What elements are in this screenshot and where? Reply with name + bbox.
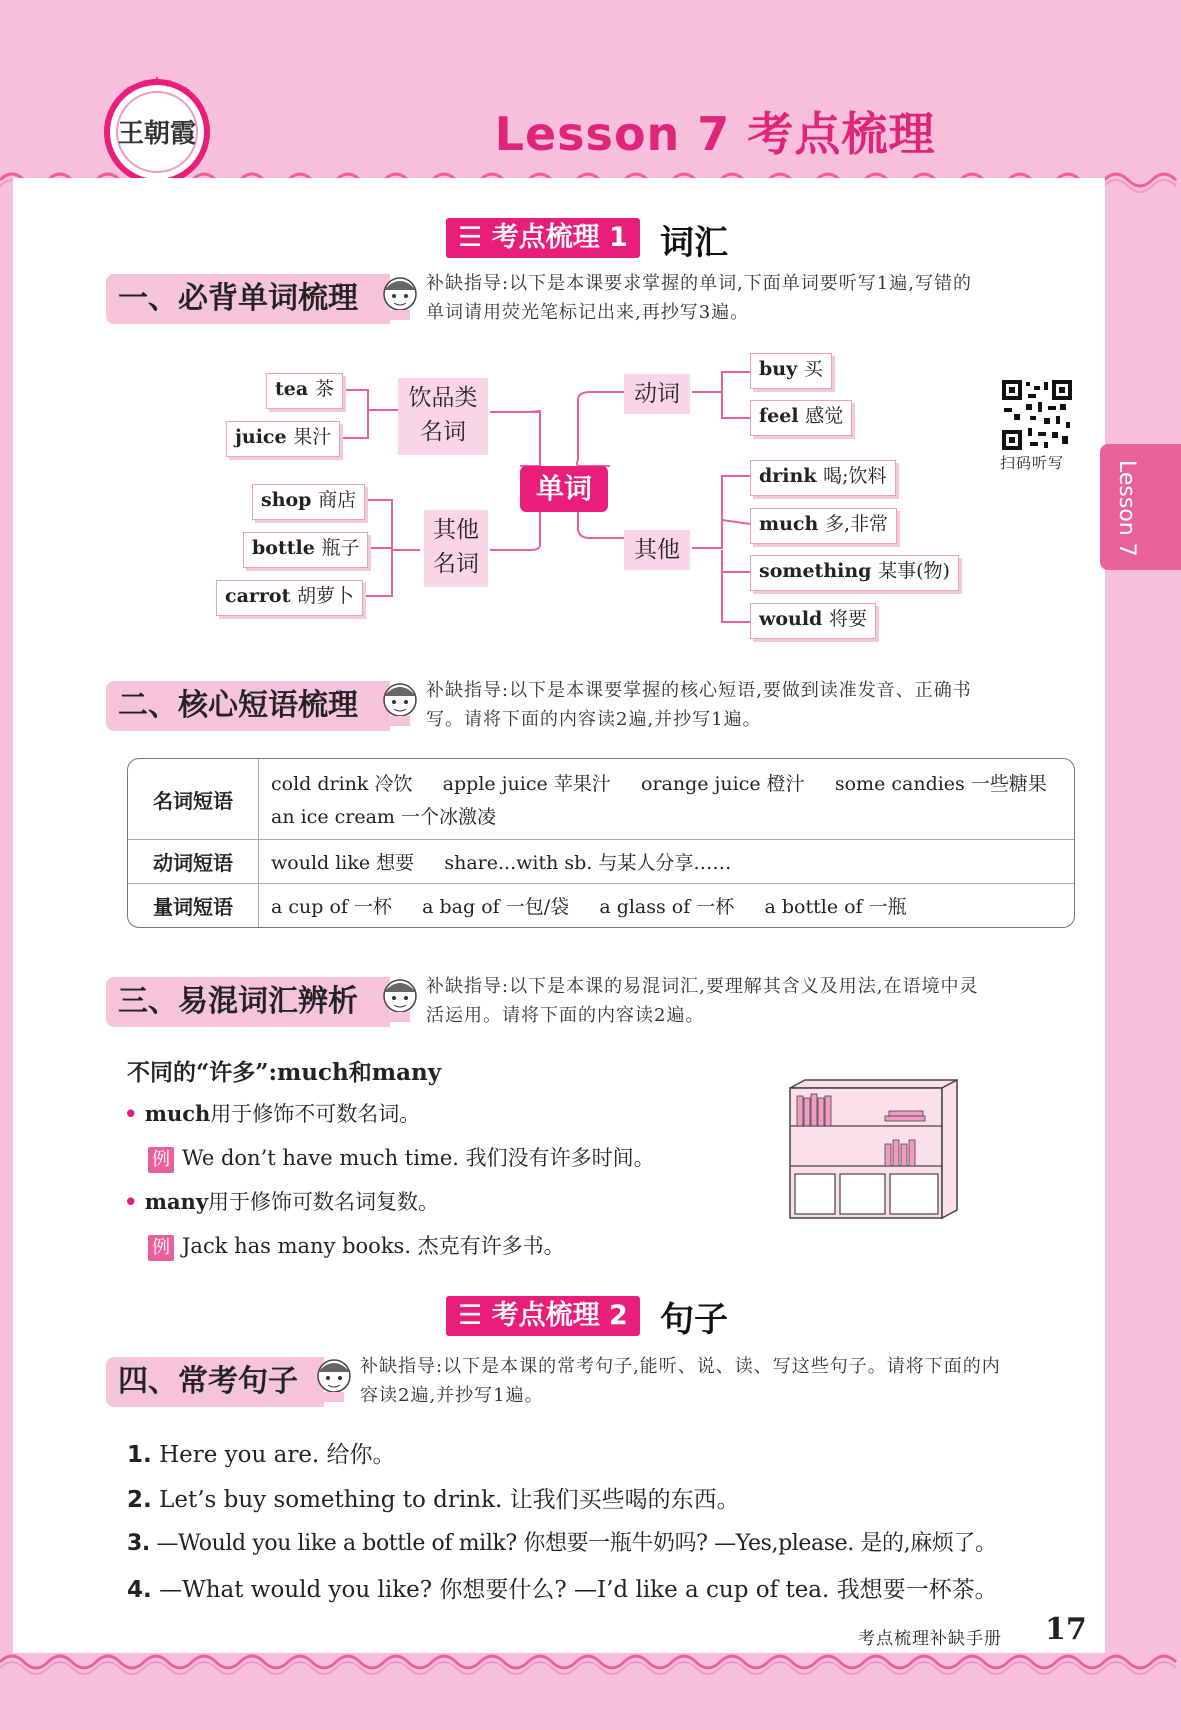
example-many: 例 Jack has many books. 杰克有许多书。 [148, 1230, 565, 1261]
word-feel: feel 感觉 [750, 400, 852, 436]
section-title-vocab: 词汇 [660, 223, 728, 263]
node-verbs: 动词 [624, 374, 690, 414]
rule-many: • many用于修饰可数名词复数。 [124, 1189, 440, 1214]
bookshelf-illustration [785, 1078, 960, 1223]
svg-text:王朝霞: 王朝霞 [117, 119, 197, 149]
sentence-item: 3. —Would you like a bottle of milk? 你想要一瓶牛奶吗? —Yes,please. 是的,麻烦了。 [127, 1531, 997, 1556]
page-number: 17 [1045, 1612, 1087, 1647]
phrases-table [127, 758, 1075, 928]
phrases-guide: 补缺指导:以下是本课要掌握的核心短语,要做到读准发音、正确书 写。请将下面的内容读2遍,并抄写1遍。 [426, 680, 972, 730]
student-face-icon [378, 272, 422, 322]
section-title-sentences: 句子 [660, 1300, 728, 1340]
lesson-side-tab[interactable]: Lesson 7 [1100, 444, 1181, 570]
student-face-icon [378, 974, 422, 1024]
bullet-dot: • [124, 1101, 145, 1126]
node-others: 其他 [624, 530, 690, 570]
section-badge-1: ☰ 考点梳理 1 [446, 218, 640, 258]
sentence-item: 4. —What would you like? 你想要什么? —I’d like a cup of tea. 我想要一杯茶。 [127, 1577, 998, 1603]
row-content: cold drink 冷饮 apple juice 苹果汁 orange juice 橙汁 some candies 一些糖果 an ice cream 一个冰激凌 [271, 773, 1047, 828]
sentence-item: 2. Let’s buy something to drink. 让我们买些喝的东西。 [127, 1487, 740, 1513]
bullet-dot: • [124, 1189, 145, 1214]
bottom-wave-border [0, 1648, 1181, 1688]
row-label: 名词短语 [128, 759, 259, 839]
word-juice: juice 果汁 [226, 421, 340, 457]
menu-lines-icon: ☰ [458, 1300, 492, 1331]
student-face-icon [312, 1354, 356, 1404]
confusables-heading: 三、易混词汇辨析 [106, 977, 390, 1027]
menu-lines-icon: ☰ [458, 222, 492, 253]
word-shop: shop 商店 [252, 484, 365, 520]
table-row [128, 883, 1074, 927]
word-buy: buy 买 [750, 353, 832, 389]
student-face-icon [378, 678, 422, 728]
section-badge-2: ☰ 考点梳理 2 [446, 1296, 640, 1336]
rule-much: • much用于修饰不可数名词。 [124, 1101, 421, 1126]
table-row [128, 839, 1074, 883]
row-content: would like 想要 share...with sb. 与某人分享…… [259, 839, 1074, 883]
phrases-heading: 二、核心短语梳理 [106, 681, 390, 731]
table-row [128, 759, 1074, 839]
sentence-item: 1. Here you are. 给你。 [127, 1442, 396, 1468]
example-tag: 例 [148, 1235, 174, 1261]
page-title: Lesson 7 考点梳理 [494, 107, 936, 161]
qr-caption: 扫码听写 [1000, 454, 1065, 472]
word-something: something 某事(物) [750, 555, 959, 591]
word-bottle: bottle 瓶子 [243, 532, 368, 568]
sentences-heading: 四、常考句子 [106, 1357, 324, 1407]
confusables-subtitle: 不同的“许多”:much和many [127, 1059, 442, 1086]
row-label: 动词短语 [128, 839, 259, 883]
example-much: 例 We don’t have much time. 我们没有许多时间。 [148, 1142, 655, 1173]
word-tea: tea 茶 [266, 373, 343, 409]
vocab-guide: 补缺指导:以下是本课要求掌握的单词,下面单词要听写1遍,写错的 单词请用荧光笔标记出来,再抄写3遍。 [426, 273, 972, 323]
mindmap-center-node: 单词 [520, 466, 608, 512]
vocab-heading: 一、必背单词梳理 [106, 274, 390, 324]
example-tag: 例 [148, 1147, 174, 1173]
footer-book-title: 考点梳理补缺手册 [858, 1629, 1002, 1649]
word-carrot: carrot 胡萝卜 [216, 580, 363, 616]
word-much: much 多,非常 [750, 508, 897, 544]
node-other-nouns: 其他 名词 [424, 510, 488, 587]
qr-code-icon[interactable] [1000, 378, 1074, 452]
row-content: a cup of 一杯 a bag of 一包/袋 a glass of 一杯 a bottle of 一瓶 [259, 883, 1074, 927]
word-drink: drink 喝;饮料 [750, 460, 896, 496]
sentences-guide: 补缺指导:以下是本课的常考句子,能听、说、读、写这些句子。请将下面的内 容读2遍,并抄写1遍。 [360, 1356, 1001, 1406]
word-would: would 将要 [750, 603, 876, 639]
row-label: 量词短语 [128, 883, 259, 927]
node-drink-nouns: 饮品类 名词 [398, 378, 488, 455]
confusables-guide: 补缺指导:以下是本课的易混词汇,要理解其含义及用法,在语境中灵 活运用。请将下面的内容读2遍。 [426, 976, 979, 1026]
